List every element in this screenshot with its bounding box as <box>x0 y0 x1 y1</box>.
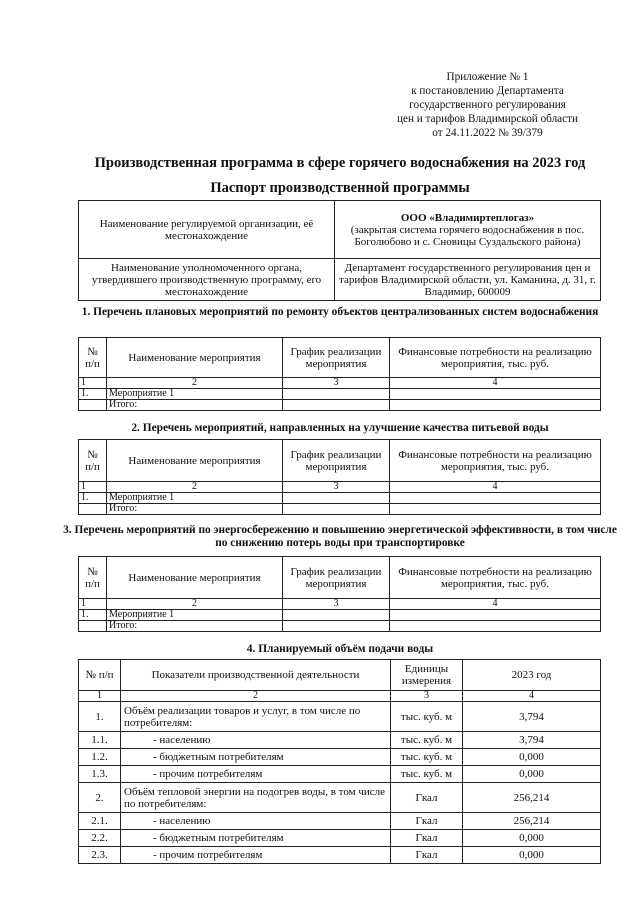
row-num: 1. <box>79 493 107 504</box>
appendix-line: от 24.11.2022 № 39/379 <box>432 127 543 139</box>
row-name: Мероприятие 1 <box>107 493 283 504</box>
table-row <box>79 610 601 621</box>
passport-title: Паспорт производственной программы <box>210 180 470 196</box>
header-schedule: График реализации мероприятия <box>283 338 390 378</box>
row-unit: тыс. куб. м <box>391 702 463 732</box>
header-num: № п/п <box>79 660 121 691</box>
row-unit: тыс. куб. м <box>391 732 463 749</box>
row-value: 0,000 <box>463 749 601 766</box>
row-finance <box>390 610 601 621</box>
header-unit: Единицы измерения <box>391 660 463 691</box>
col-number: 1 <box>79 378 107 389</box>
col-number: 1 <box>79 482 107 493</box>
passport-label: Наименование регулируемой организации, её местонахождение <box>79 201 335 259</box>
passport-value <box>335 201 601 259</box>
table-row <box>79 389 601 400</box>
row-unit: Гкал <box>391 830 463 847</box>
section-2-title: 2. Перечень мероприятий, направленных на улучшение качества питьевой воды <box>131 422 549 434</box>
section-1-title: 1. Перечень плановых мероприятий по ремонту объектов централизованных систем водоснабжения <box>81 306 599 318</box>
row-indicator: - населению <box>121 732 391 749</box>
row-indicator: - бюджетным потребителям <box>121 830 391 847</box>
table-row <box>79 766 601 783</box>
col-number: 3 <box>391 691 463 702</box>
header-finance: Финансовые потребности на реализацию мероприятия, тыс. руб. <box>390 440 601 482</box>
row-indicator: - бюджетным потребителям <box>121 749 391 766</box>
row-num: 1.2. <box>79 749 121 766</box>
col-number: 2 <box>121 691 391 702</box>
table-row <box>79 847 601 864</box>
row-finance <box>390 621 601 632</box>
row-unit: Гкал <box>391 813 463 830</box>
column-number-row <box>79 482 601 493</box>
total-label: Итого: <box>107 400 283 411</box>
column-number-row <box>79 599 601 610</box>
table-header-row <box>79 660 601 691</box>
document-title: Производственная программа в сфере горячего водоснабжения на 2023 год <box>94 155 586 171</box>
col-number: 2 <box>107 482 283 493</box>
activity-table-3 <box>78 556 601 632</box>
row-num <box>79 400 107 411</box>
volume-table <box>78 659 601 864</box>
row-num: 1. <box>79 702 121 732</box>
header-indicator: Показатели производственной деятельности <box>121 660 391 691</box>
col-number: 2 <box>107 378 283 389</box>
header-schedule: График реализации мероприятия <box>283 440 390 482</box>
organization-name: ООО «Владимиртеплогаз» <box>400 211 535 224</box>
table-row <box>79 813 601 830</box>
row-schedule <box>283 504 390 515</box>
col-number: 4 <box>463 691 601 702</box>
appendix-block <box>380 70 595 140</box>
passport-row <box>79 201 601 259</box>
row-num: 2. <box>79 783 121 813</box>
row-value: 3,794 <box>463 732 601 749</box>
row-num: 2.1. <box>79 813 121 830</box>
row-name: Мероприятие 1 <box>107 389 283 400</box>
column-number-row <box>79 691 601 702</box>
table-row <box>79 702 601 732</box>
passport-value: Департамент государственного регулирования цен и тарифов Владимирской области, ул. Каманина, д. 31, г. Владимир, 600009 <box>335 259 601 301</box>
col-number: 1 <box>79 691 121 702</box>
header-name: Наименование мероприятия <box>107 338 283 378</box>
header-finance: Финансовые потребности на реализацию мероприятия, тыс. руб. <box>390 557 601 599</box>
header-finance: Финансовые потребности на реализацию мероприятия, тыс. руб. <box>390 338 601 378</box>
row-indicator: Объём тепловой энергии на подогрев воды, в том числе по потребителям: <box>121 783 391 813</box>
header-name: Наименование мероприятия <box>107 557 283 599</box>
organization-details: (закрытая система горячего водоснабжения в пос. Боголюбово и с. Сновицы Суздальского района) <box>350 223 585 248</box>
row-name: Мероприятие 1 <box>107 610 283 621</box>
row-indicator: - прочим потребителям <box>121 766 391 783</box>
header-num: № п/п <box>79 440 107 482</box>
col-number: 3 <box>283 599 390 610</box>
col-number: 1 <box>79 599 107 610</box>
row-value: 256,214 <box>463 783 601 813</box>
row-unit: тыс. куб. м <box>391 766 463 783</box>
row-unit: тыс. куб. м <box>391 749 463 766</box>
table-row <box>79 732 601 749</box>
row-finance <box>390 389 601 400</box>
row-num: 1. <box>79 389 107 400</box>
total-row <box>79 621 601 632</box>
row-value: 3,794 <box>463 702 601 732</box>
column-number-row <box>79 378 601 389</box>
row-schedule <box>283 493 390 504</box>
row-finance <box>390 400 601 411</box>
col-number: 3 <box>283 482 390 493</box>
table-header-row <box>79 557 601 599</box>
row-num: 1. <box>79 610 107 621</box>
table-row <box>79 493 601 504</box>
activity-table-2 <box>78 439 601 515</box>
total-row <box>79 400 601 411</box>
row-schedule <box>283 610 390 621</box>
row-indicator: Объём реализации товаров и услуг, в том числе по потребителям: <box>121 702 391 732</box>
table-row <box>79 830 601 847</box>
row-indicator: - прочим потребителям <box>121 847 391 864</box>
table-row <box>79 749 601 766</box>
col-number: 2 <box>107 599 283 610</box>
total-row <box>79 504 601 515</box>
row-value: 0,000 <box>463 830 601 847</box>
header-name: Наименование мероприятия <box>107 440 283 482</box>
appendix-line: цен и тарифов Владимирской области <box>397 113 578 125</box>
header-year: 2023 год <box>463 660 601 691</box>
row-value: 0,000 <box>463 847 601 864</box>
section-4-title: 4. Планируемый объём подачи воды <box>246 643 434 655</box>
row-schedule <box>283 389 390 400</box>
row-num <box>79 504 107 515</box>
table-header-row <box>79 338 601 378</box>
appendix-line: государственного регулирования <box>409 99 566 111</box>
row-schedule <box>283 400 390 411</box>
activity-table-1 <box>78 337 601 411</box>
col-number: 4 <box>390 482 601 493</box>
header-num: № п/п <box>79 557 107 599</box>
row-value: 0,000 <box>463 766 601 783</box>
header-num: № п/п <box>79 338 107 378</box>
header-schedule: График реализации мероприятия <box>283 557 390 599</box>
passport-table <box>78 200 601 301</box>
appendix-line: Приложение № 1 <box>446 71 529 83</box>
appendix-line: к постановлению Департамента <box>411 85 564 97</box>
row-unit: Гкал <box>391 783 463 813</box>
total-label: Итого: <box>107 621 283 632</box>
row-num: 2.2. <box>79 830 121 847</box>
col-number: 4 <box>390 378 601 389</box>
row-finance <box>390 504 601 515</box>
total-label: Итого: <box>107 504 283 515</box>
row-num: 1.1. <box>79 732 121 749</box>
row-num <box>79 621 107 632</box>
table-header-row <box>79 440 601 482</box>
row-num: 2.3. <box>79 847 121 864</box>
col-number: 3 <box>283 378 390 389</box>
row-finance <box>390 493 601 504</box>
row-num: 1.3. <box>79 766 121 783</box>
passport-row <box>79 259 601 301</box>
row-indicator: - населению <box>121 813 391 830</box>
table-row <box>79 783 601 813</box>
passport-label: Наименование уполномоченного органа, утвердившего производственную программу, его местонахождение <box>79 259 335 301</box>
row-value: 256,214 <box>463 813 601 830</box>
section-3-title: 3. Перечень мероприятий по энергосбережению и повышению энергетической эффективности, в том числе по снижению потерь воды при транспортировке <box>63 524 617 549</box>
col-number: 4 <box>390 599 601 610</box>
row-unit: Гкал <box>391 847 463 864</box>
row-schedule <box>283 621 390 632</box>
